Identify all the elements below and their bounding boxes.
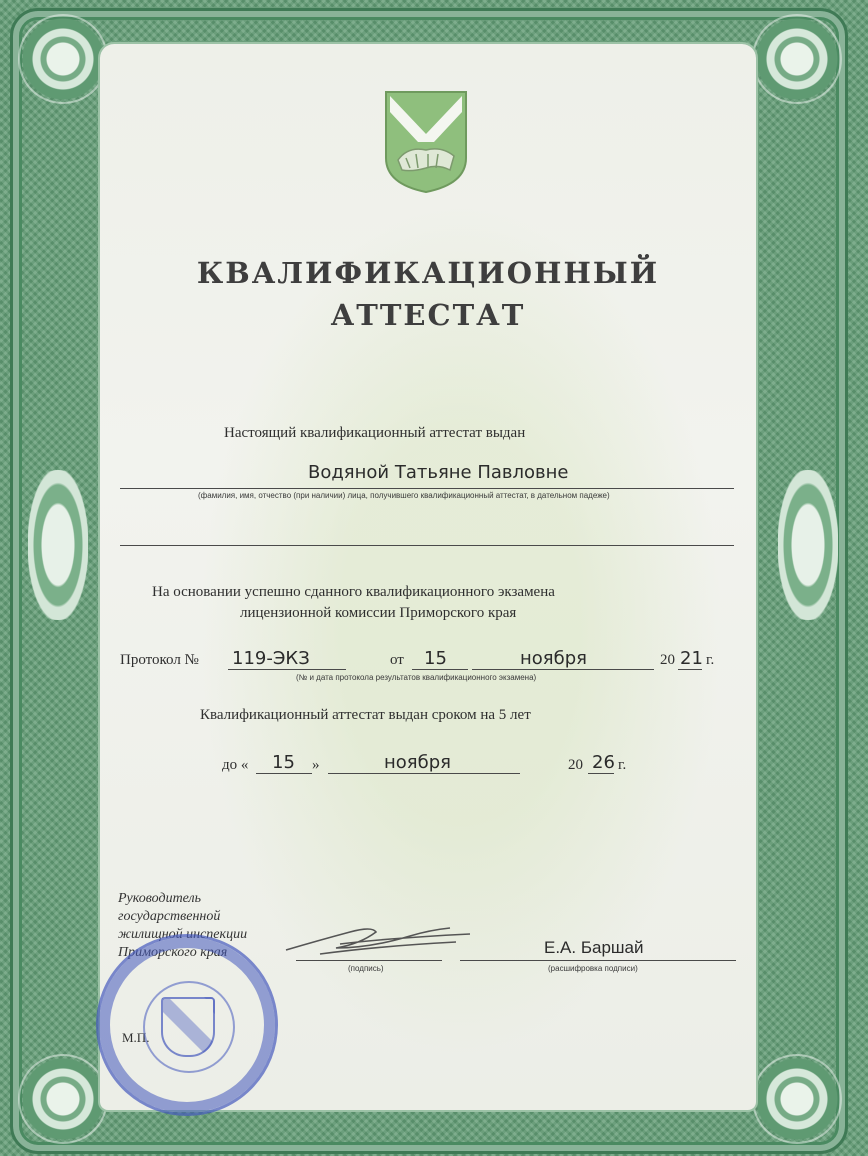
- seal-place: М.П.: [122, 1030, 150, 1045]
- corner-ornament-icon: [18, 1054, 108, 1144]
- year-suffix-2: г.: [618, 757, 627, 773]
- until-year: 26: [592, 752, 615, 773]
- blank-line: [120, 545, 734, 546]
- basis-line-1: На основании успешно сданного квалификационного экзамена: [152, 584, 555, 600]
- until-month-line: [328, 773, 520, 774]
- protocol-month-line: [472, 669, 654, 670]
- coat-of-arms-icon: [382, 88, 470, 196]
- title-line-1: КВАЛИФИКАЦИОННЫЙ: [196, 256, 660, 290]
- recipient-name: Водяной Татьяне Павловне: [308, 462, 569, 483]
- until-year-line: [588, 773, 614, 774]
- side-ornament-icon: [778, 470, 838, 620]
- official-seal-icon: [96, 934, 278, 1116]
- from-label: от: [390, 652, 404, 668]
- signer-title-2: государственной: [118, 909, 221, 924]
- year-suffix-1: г.: [706, 652, 715, 668]
- protocol-number-line: [228, 669, 346, 670]
- corner-ornament-icon: [18, 14, 108, 104]
- signer-name-line: [460, 960, 736, 961]
- year-prefix-1: 20: [660, 652, 675, 668]
- side-ornament-icon: [28, 470, 88, 620]
- signer-title-1: Руководитель: [118, 891, 202, 906]
- signer-name-hint: (расшифровка подписи): [548, 964, 638, 973]
- protocol-day: 15: [424, 648, 447, 669]
- title-line-2: АТТЕСТАТ: [330, 298, 526, 332]
- recipient-hint: (фамилия, имя, отчество (при наличии) лица, получившего квалификационный аттестат, в дательном падеже): [198, 491, 610, 500]
- until-label: до «: [222, 757, 249, 773]
- until-day-line: [256, 773, 312, 774]
- protocol-number: 119-ЭКЗ: [232, 648, 310, 669]
- until-quote-close: »: [312, 757, 320, 773]
- validity-text: Квалификационный аттестат выдан сроком на 5 лет: [200, 707, 531, 723]
- corner-ornament-icon: [752, 1054, 842, 1144]
- basis-line-2: лицензионной комиссии Приморского края: [240, 605, 517, 621]
- signature-icon: [280, 914, 480, 964]
- protocol-year-line: [678, 669, 702, 670]
- until-month: ноября: [384, 752, 451, 773]
- protocol-day-line: [412, 669, 468, 670]
- recipient-line: [120, 488, 734, 489]
- protocol-year: 21: [680, 648, 703, 669]
- protocol-hint: (№ и дата протокола результатов квалификационного экзамена): [296, 673, 537, 682]
- until-day: 15: [272, 752, 295, 773]
- seal-emblem-icon: [161, 997, 215, 1057]
- signature-hint: (подпись): [348, 964, 384, 973]
- signer-title-4: Приморского края: [118, 945, 228, 960]
- protocol-label: Протокол №: [120, 652, 199, 668]
- year-prefix-2: 20: [568, 757, 583, 773]
- signer-title-3: жилищной инспекции: [118, 927, 248, 942]
- signature-line: [296, 960, 442, 961]
- corner-ornament-icon: [752, 14, 842, 104]
- signer-name: Е.А. Баршай: [544, 938, 644, 957]
- issued-to-label: Настоящий квалификационный аттестат выдан: [224, 425, 526, 441]
- protocol-month: ноября: [520, 648, 587, 669]
